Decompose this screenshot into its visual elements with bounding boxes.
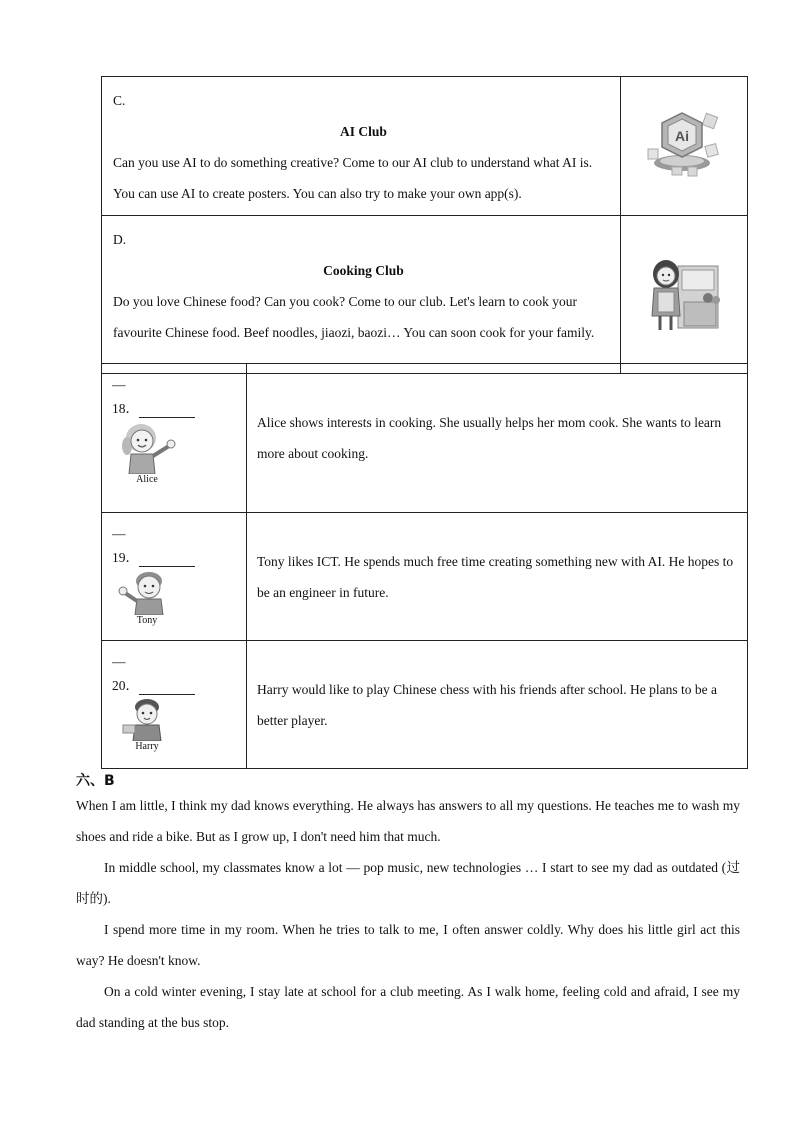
match-19-left-cell — [102, 513, 247, 641]
club-d-cell — [102, 216, 621, 374]
cooking-girl-illustration — [644, 252, 724, 334]
match-18-left-cell — [102, 364, 247, 513]
answer-blank-20[interactable] — [139, 680, 195, 695]
ai-logo-label: Ai — [675, 128, 689, 144]
matching-table — [101, 363, 748, 769]
cooking-illustration-cell — [621, 216, 748, 374]
tony-description: Tony likes ICT. He spends much free time creating something new with AI. He hopes to be an engineer in future. — [247, 513, 748, 641]
question-18-number — [112, 400, 246, 418]
club-d-letter: D. — [113, 232, 127, 247]
club-c-title: AI Club — [340, 124, 387, 139]
answer-blank-19[interactable] — [139, 552, 195, 567]
tony-figure — [112, 569, 182, 627]
match-20-left-cell — [102, 641, 247, 769]
passage-paragraph-1: When I am little, I think my dad knows everything. He always has answers to all my questions. He teaches me to wash my shoes and ride a bike. But as I grow up, I don't need him that much. — [76, 798, 740, 844]
club-c-cell — [102, 77, 621, 216]
match-row-20 — [102, 641, 748, 769]
question-18-label: 18． — [112, 401, 139, 416]
answer-dash: — — [112, 377, 126, 392]
harry-name: Harry — [135, 741, 159, 752]
clubs-table — [101, 76, 748, 374]
question-20-label: 20． — [112, 678, 139, 693]
question-20-number — [112, 677, 246, 695]
club-c-letter: C. — [113, 93, 126, 108]
harry-description: Harry would like to play Chinese chess with his friends after school. He plans to be a better player. — [247, 641, 748, 769]
section-heading: 六、B — [76, 773, 115, 789]
alice-name: Alice — [136, 474, 158, 485]
question-19-number — [112, 549, 246, 567]
club-d-title: Cooking Club — [323, 263, 404, 278]
answer-dash: — — [112, 526, 126, 541]
tony-avatar — [117, 569, 177, 615]
passage-paragraph-2: In middle school, my classmates know a lot — pop music, new technologies … I start to see my dad as outdated (过时的). — [76, 860, 740, 906]
harry-figure — [112, 697, 182, 753]
harry-avatar — [117, 697, 177, 741]
match-row-18 — [102, 364, 748, 513]
answer-dash: — — [112, 654, 126, 669]
alice-figure — [112, 420, 182, 486]
alice-description: Alice shows interests in cooking. She usually helps her mom cook. She wants to learn more about cooking. — [247, 364, 748, 513]
club-row-d — [102, 216, 748, 374]
alice-avatar — [115, 420, 179, 474]
reading-passage — [76, 790, 740, 1038]
tony-name: Tony — [136, 615, 158, 626]
match-row-19 — [102, 513, 748, 641]
ai-logo-icon — [642, 109, 726, 179]
club-d-text: Do you love Chinese food? Can you cook? Come to our club. Let's learn to cook your favourite Chinese food. Beef noodles, jiaozi, baozi… You can soon cook for your family. — [113, 294, 595, 340]
answer-blank-18[interactable] — [139, 403, 195, 418]
passage-paragraph-4: On a cold winter evening, I stay late at school for a club meeting. As I walk home, feeling cold and afraid, I see my dad standing at the bus stop. — [76, 984, 740, 1030]
ai-logo-cell — [621, 77, 748, 216]
club-c-text: Can you use AI to do something creative? Come to our AI club to understand what AI is. You can use AI to create posters. You can also try to make your own app(s). — [113, 155, 593, 201]
passage-paragraph-3: I spend more time in my room. When he tries to talk to me, I often answer coldly. Why does his little girl act this way? He doesn't know. — [76, 922, 740, 968]
club-row-c — [102, 77, 748, 216]
question-19-label: 19． — [112, 550, 139, 565]
